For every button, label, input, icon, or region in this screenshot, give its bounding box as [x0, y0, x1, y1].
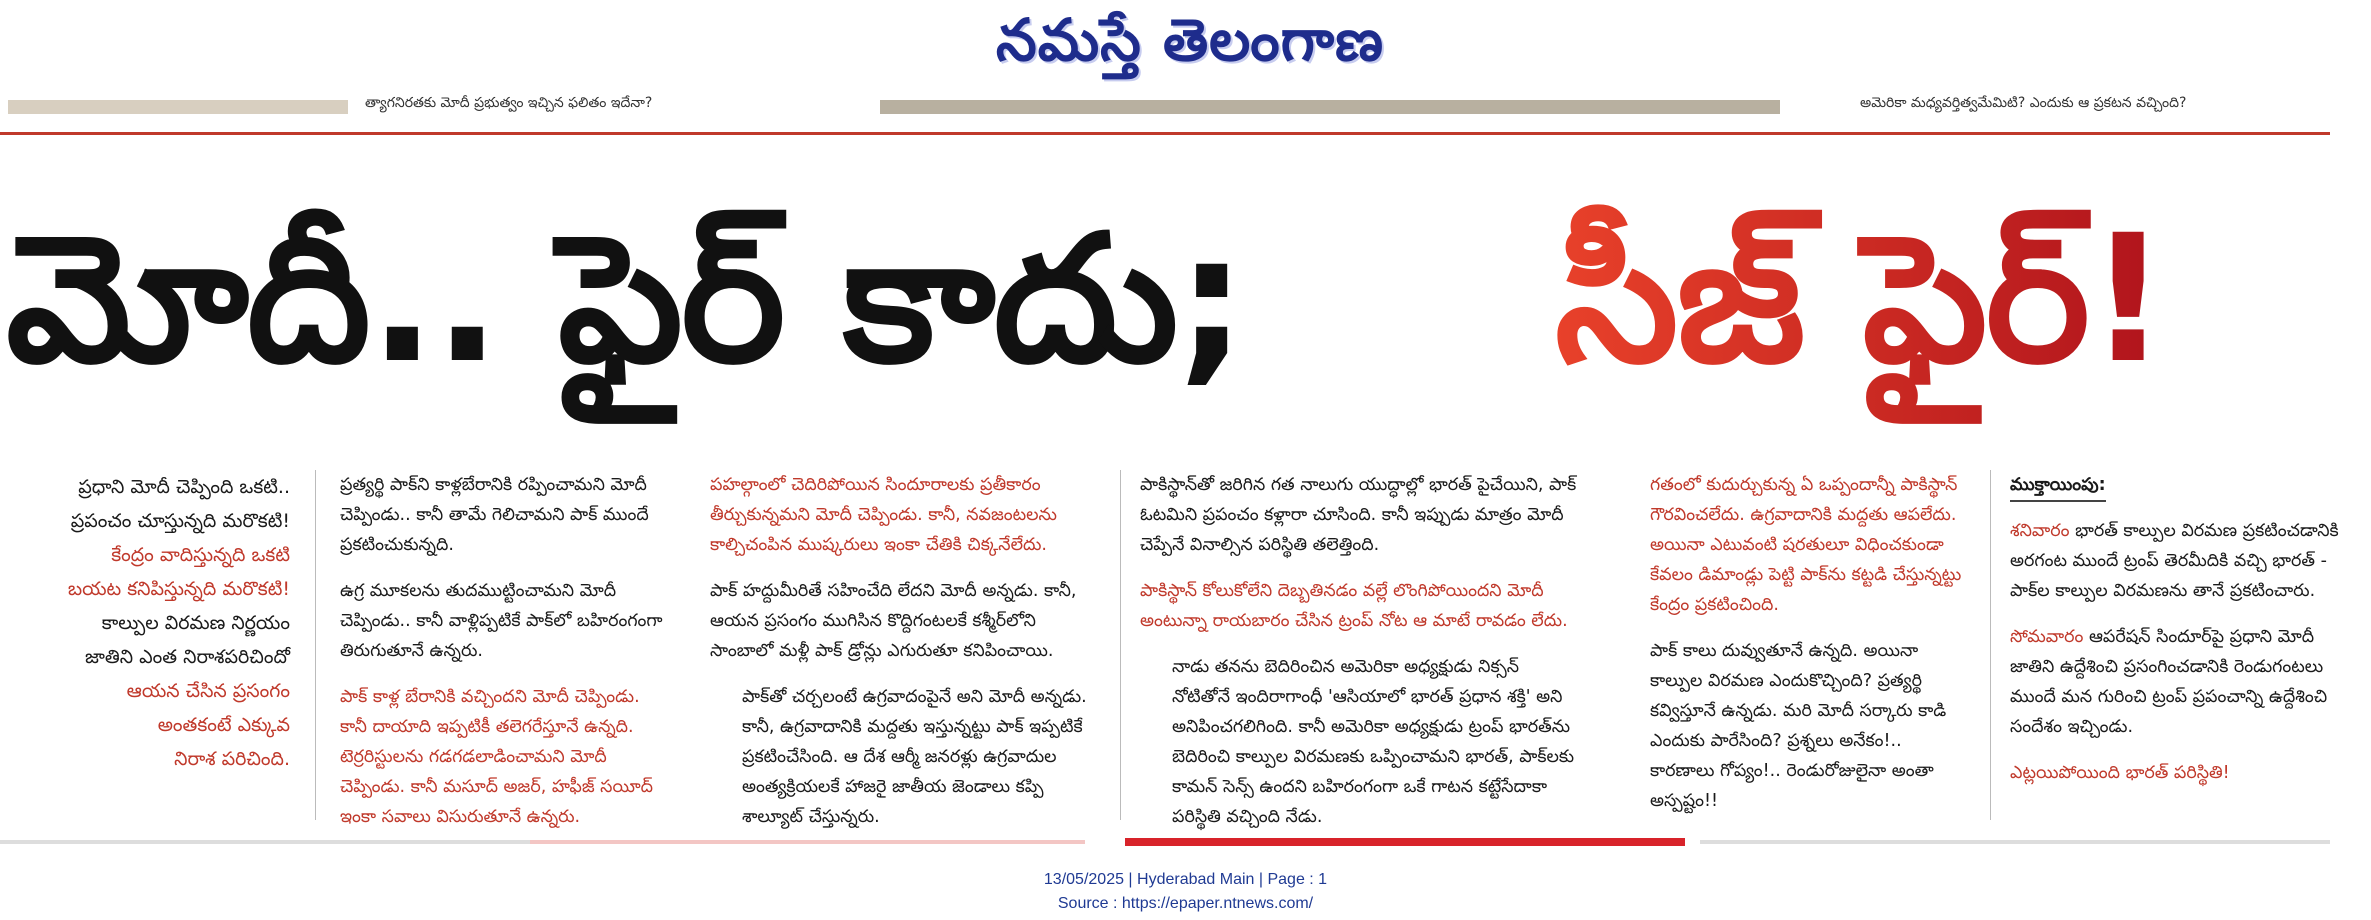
footer-source-link[interactable]: Source : https://epaper.ntnews.com/	[1057, 895, 1314, 912]
intro-line: ఆయన చేసిన ప్రసంగం	[126, 680, 290, 702]
day-label: శనివారం	[2010, 521, 2070, 541]
strip-caption-left: త్యాగనిరతకు మోదీ ప్రభుత్వం ఇచ్చిన ఫలితం ఇదేనా?	[365, 95, 653, 111]
intro-line: ప్రధాని మోదీ చెప్పింది ఒకటి..	[78, 476, 290, 498]
paragraph	[2010, 622, 2340, 742]
paragraph: గతంలో కుదుర్చుకున్న ఏ ఒప్పందాన్నీ పాకిస్థాన్ గౌరవించలేదు. ఉగ్రవాదానికి మద్దతు ఆపలేదు. అయినా ఎటువంటి షరతులూ విధించకుండా కేవలం డిమాండ్లు పెట్టి పాక్‌ను కట్టడి చేస్తున్నట్టు కేంద్రం ప్రకటించింది.	[1650, 475, 1962, 615]
headline-red: సీజ్ ఫైర్!	[1555, 150, 2166, 450]
paragraph-text: ఆపరేషన్ సిందూర్‌పై ప్రధాని మోదీ జాతిని ఉద్దేశించి ప్రసంగించడానికి రెండుగంటలు ముందే మన గురించి ట్రంప్ ప్రపంచాన్ని ఉద్దేశించి సందేశం ఇచ్చిండు.	[2010, 627, 2328, 737]
column-5	[1650, 470, 1970, 832]
paragraph: పహల్గాంలో చెదిరిపోయిన సిందూరాలకు ప్రతీకారం తీర్చుకున్నమని మోదీ చెప్పిండు. కానీ, నవజంటలను కాల్చిచంపిన ముష్కరులు ఇంకా చేతికి చిక్కనేలేదు.	[710, 475, 1057, 555]
bottom-rule	[1700, 840, 2330, 844]
paragraph: పాకిస్థాన్‌తో జరిగిన గత నాలుగు యుద్ధాల్లో భారత్ పైచేయిని, పాక్ ఓటమిని ప్రపంచం కళ్లారా చూసింది. కానీ ఇప్పుడు మాత్రం మోదీ చెప్పేనే వినాల్సిన పరిస్థితి తలెత్తింది.	[1140, 475, 1577, 555]
column-intro	[20, 470, 290, 776]
column-divider	[315, 470, 316, 820]
paragraph: పాక్ హద్దుమీరితే సహించేది లేదని మోదీ అన్నడు. కానీ, ఆయన ప్రసంగం ముగిసిన కొద్దిగంటలకే కశ్మీర్‌లోని సాంబాలో మళ్లీ పాక్ డ్రోన్లు ఎగురుతూ కనిపించాయి.	[710, 581, 1077, 661]
paragraph-text: భారత్ కాల్పుల విరమణ ప్రకటించడానికి అరగంట ముందే ట్రంప్ తెరమీదికి వచ్చి భారత్ - పాక్‌ల కాల్పుల విరమణను తానే ప్రకటించారు.	[2010, 521, 2339, 601]
paragraph: ప్రత్యర్థి పాక్‌ని కాళ్లబేరానికి రప్పించామని మోదీ చెప్పిండు.. కానీ తామే గెలిచామని పాక్ ముందే ప్రకటించుకున్నది.	[340, 475, 649, 555]
paragraph: ఉగ్ర మూకలను తుదముట్టించామని మోదీ చెప్పిండు.. కానీ వాళ్లిప్పటికే పాక్‌లో బహిరంగంగా తిరుగుతూనే ఉన్నరు.	[340, 581, 663, 661]
photo-strip-left	[8, 100, 348, 114]
intro-line: జాతిని ఎంత నిరాశపరిచిందో	[85, 646, 290, 668]
masthead-title: నమస్తే తెలంగాణ	[996, 6, 1384, 74]
column-conclusion	[2010, 470, 2340, 804]
headline-black: మోదీ.. ఫైర్ కాదు;	[6, 197, 1245, 402]
column-divider	[1990, 470, 1991, 820]
column-4	[1140, 470, 1580, 848]
bottom-rule	[1125, 838, 1685, 846]
paragraph	[2010, 516, 2340, 606]
paragraph: పాక్ కాళ్ల బేరానికి వచ్చిందని మోదీ చెప్పిండు. కానీ దాయాది ఇప్పటికీ తలెగరేస్తూనే ఉన్నది. టెర్రరిస్టులను గడగడలాడించామని మోదీ చెప్పిండు. కానీ మసూద్ అజర్, హఫీజ్ సయీద్ ఇంకా సవాలు విసురుతూనే ఉన్నరు.	[340, 687, 653, 827]
paragraph: పాక్ కాలు దువ్వుతూనే ఉన్నది. అయినా కాల్పుల విరమణ ఎందుకొచ్చింది? ప్రత్యర్థి కవ్విస్తూనే ఉన్నడు. మరి మోదీ సర్కారు కాడి ఎందుకు పారేసింది? ప్రశ్నలు అనేకం!.. కారణాలు గోప్యం!.. రెండురోజులైనా అంతా అస్పష్టం!!	[1650, 641, 1947, 811]
intro-line: నిరాశ పరిచింది.	[174, 748, 290, 770]
strip-caption-right: అమెరికా మధ్యవర్తిత్వమేమిటి? ఎందుకు ఆ ప్రకటన వచ్చింది?	[1860, 95, 2187, 111]
intro-line: ప్రపంచం చూస్తున్నది మరొకటి!	[70, 510, 290, 532]
headline	[0, 150, 2360, 470]
intro-line: అంతకంటే ఎక్కువ	[157, 714, 290, 736]
top-rule	[0, 132, 2330, 135]
column-3	[710, 470, 1100, 848]
paragraph: పాక్‌తో చర్చలంటే ఉగ్రవాదంపైనే అని మోదీ అన్నడు. కానీ, ఉగ్రవాదానికి మద్దతు ఇస్తున్నట్టు పాక్ ఇప్పటికే ప్రకటించేసింది. ఆ దేశ ఆర్మీ జనరళ్లు ఉగ్రవాదుల అంత్యక్రియలకే హాజరై జాతీయ జెండాలు కప్పి శాల్యూట్ చేస్తున్నరు.	[742, 687, 1087, 827]
conclusion-heading: ముక్తాయింపు:	[2010, 470, 2106, 502]
footer	[0, 868, 2371, 916]
paragraph: నాడు తనను బెదిరించిన అమెరికా అధ్యక్షుడు నిక్సన్ నోటితోనే ఇందిరాగాంధీ 'ఆసియాలో భారత్ ప్రధాన శక్తి' అని అనిపించగలిగింది. కానీ అమెరికా అధ్యక్షుడు ట్రంప్ భారత్‌ను బెదిరించి కాల్పుల విరమణకు ఒప్పించామని భారత్, పాక్‌లకు కామన్ సెన్స్ ఉందని బహిరంగంగా ఒకే గాటన కట్టేసేదాకా పరిస్థితి వచ్చింది నేడు.	[1172, 657, 1575, 827]
paragraph: ఎట్లయిపోయింది భారత్ పరిస్థితి!	[2010, 763, 2230, 783]
paragraph: పాకిస్థాన్ కోలుకోలేని దెబ్బతినడం వల్లే లొంగిపోయిందని మోదీ అంటున్నా రాయబారం చేసిన ట్రంప్ నోట ఆ మాటే రావడం లేదు.	[1140, 581, 1568, 631]
photo-strip-center	[880, 100, 1780, 114]
day-label: సోమవారం	[2010, 627, 2084, 647]
bottom-rule	[530, 840, 1085, 844]
column-2	[340, 470, 670, 848]
intro-line: బయట కనిపిస్తున్నది మరొకటి!	[67, 578, 290, 600]
column-divider	[1120, 470, 1121, 820]
bottom-rule	[0, 840, 530, 844]
intro-line: కేంద్రం వాదిస్తున్నది ఒకటి	[111, 544, 290, 566]
masthead	[0, 0, 2371, 80]
intro-line: కాల్పుల విరమణ నిర్ణయం	[101, 612, 290, 634]
footer-date-line: 13/05/2025 | Hyderabad Main | Page : 1	[1043, 871, 1328, 888]
